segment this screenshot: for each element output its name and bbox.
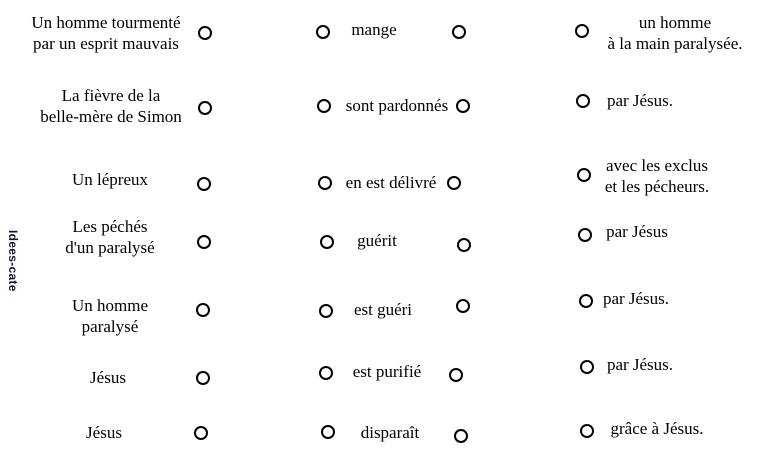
verb-6-circle-left[interactable] <box>319 366 333 380</box>
complement-7: grâce à Jésus. <box>610 419 704 438</box>
subject-1: Un homme tourmenté par un esprit mauvais <box>31 13 181 53</box>
verb-6-circle-right[interactable] <box>449 368 463 382</box>
verb-4-circle-right[interactable] <box>457 238 471 252</box>
verb-7-circle-left[interactable] <box>321 425 335 439</box>
complement-6: par Jésus. <box>606 355 674 374</box>
subject-5-circle[interactable] <box>196 303 210 317</box>
complement-1-circle[interactable] <box>575 24 589 38</box>
verb-7-circle-right[interactable] <box>454 429 468 443</box>
verb-2: sont pardonnés <box>345 96 449 115</box>
subject-5: Un homme paralysé <box>71 296 149 336</box>
complement-5-circle[interactable] <box>579 294 593 308</box>
complement-7-circle[interactable] <box>580 424 594 438</box>
subject-2: La fièvre de la belle-mère de Simon <box>40 86 182 126</box>
verb-3-circle-left[interactable] <box>318 176 332 190</box>
subject-7: Jésus <box>86 423 122 442</box>
complement-3-circle[interactable] <box>577 168 591 182</box>
complement-2: par Jésus. <box>606 91 674 110</box>
complement-1: un homme à la main paralysée. <box>607 13 743 53</box>
verb-4-circle-left[interactable] <box>320 235 334 249</box>
verb-2-circle-right[interactable] <box>456 99 470 113</box>
verb-3-circle-right[interactable] <box>447 176 461 190</box>
verb-7: disparaît <box>360 423 420 442</box>
complement-5: par Jésus. <box>602 289 670 308</box>
subject-3: Un lépreux <box>71 170 148 189</box>
subject-1-circle[interactable] <box>198 26 212 40</box>
verb-1: mange <box>351 20 397 39</box>
subject-4: Les péchés d'un paralysé <box>65 217 155 257</box>
verb-1-circle-right[interactable] <box>452 25 466 39</box>
verb-5-circle-left[interactable] <box>319 304 333 318</box>
verb-1-circle-left[interactable] <box>316 25 330 39</box>
verb-2-circle-left[interactable] <box>317 99 331 113</box>
subject-6-circle[interactable] <box>196 371 210 385</box>
complement-4-circle[interactable] <box>578 228 592 242</box>
complement-4: par Jésus <box>606 222 668 241</box>
verb-5-circle-right[interactable] <box>456 299 470 313</box>
subject-2-circle[interactable] <box>198 101 212 115</box>
watermark: Idees-cate <box>6 230 20 292</box>
complement-6-circle[interactable] <box>580 360 594 374</box>
complement-2-circle[interactable] <box>576 94 590 108</box>
subject-4-circle[interactable] <box>197 235 211 249</box>
subject-6: Jésus <box>90 368 126 387</box>
verb-5: est guéri <box>353 300 413 319</box>
subject-7-circle[interactable] <box>194 426 208 440</box>
complement-3: avec les exclus et les pécheurs. <box>604 156 710 196</box>
subject-3-circle[interactable] <box>197 177 211 191</box>
verb-3: en est délivré <box>345 173 437 192</box>
verb-4: guérit <box>357 231 397 250</box>
verb-6: est purifié <box>352 362 422 381</box>
